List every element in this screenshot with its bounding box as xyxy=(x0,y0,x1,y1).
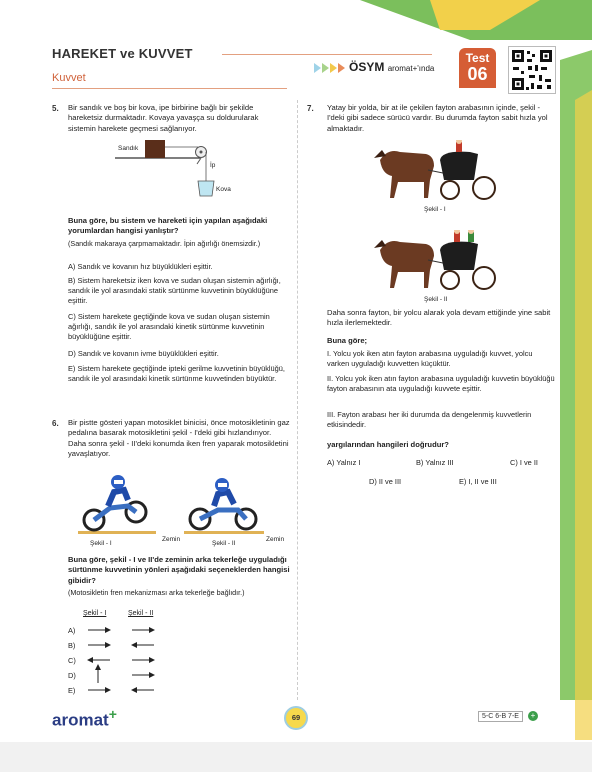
option-text: Sistem harekete geçtiğinde kova ve sudan oluşan sistemin ağırlığı, sandık ile yol arasındaki kinetik sürtünme kuvvetinin büyüklüğüne eşittir. xyxy=(68,312,270,342)
box-label: Sandık xyxy=(118,145,139,152)
header-divider xyxy=(52,88,287,89)
option-key: C) xyxy=(68,312,76,321)
rope-label: İp xyxy=(210,162,216,169)
ground-label: Zemin xyxy=(266,536,285,543)
statement-2 xyxy=(327,374,555,394)
statement-1 xyxy=(327,349,555,369)
chevron-right-icon xyxy=(338,63,345,73)
question-6-number: 6. xyxy=(52,419,59,428)
option-6e[interactable]: E) xyxy=(68,686,76,695)
carriage-figure-2 xyxy=(370,230,500,292)
option-7c[interactable] xyxy=(510,458,538,468)
qr-code-icon[interactable] xyxy=(508,46,556,94)
option-key: B) xyxy=(416,458,424,467)
chevron-right-icon xyxy=(314,63,321,73)
osym-label xyxy=(349,60,434,74)
option-text: I, II ve III xyxy=(468,477,497,486)
test-label: Test xyxy=(465,51,490,65)
carriage-figure-2-label: Şekil - II xyxy=(424,296,448,303)
chevron-right-icon xyxy=(322,63,329,73)
test-badge xyxy=(459,48,496,88)
option-text: Yalnız III xyxy=(425,458,454,467)
option-7d[interactable] xyxy=(369,477,401,487)
column-header-1: Şekil - I xyxy=(83,610,107,617)
statement-text: Yolcu yok iken atın fayton arabasına uyguladığı kuvvetin büyüklüğü fayton arabasının ata uyguladığı kuvvete eşittir. xyxy=(327,374,555,394)
option-5d[interactable] xyxy=(68,349,288,359)
question-7-prompt: yargılarından hangileri doğrudur? xyxy=(327,440,449,449)
option-7a[interactable] xyxy=(327,458,360,468)
option-key: B) xyxy=(68,276,76,285)
option-key: D) xyxy=(369,477,377,486)
figure-1-label: Şekil - I xyxy=(90,540,112,547)
option-5e[interactable] xyxy=(68,364,288,384)
buna-gore-label: Buna göre; xyxy=(327,336,368,345)
logo-plus: + xyxy=(108,706,117,722)
statement-key: II. xyxy=(327,374,334,383)
question-7-middle: Daha sonra fayton, bir yolcu alarak yola devam ettiğinde yine sabit hızla ilerlemektedir. xyxy=(327,308,551,328)
motorcycle-figure-1 xyxy=(78,470,158,536)
bucket-label: Kova xyxy=(216,186,231,193)
option-6d[interactable]: D) xyxy=(68,671,76,680)
column-header-2: Şekil - II xyxy=(128,610,154,617)
plus-icon: + xyxy=(528,711,538,721)
question-5-prompt: Buna göre, bu sistem ve hareketi için yapılan aşağıdaki yorumlardan hangisi yanlıştır? xyxy=(68,216,268,236)
option-6b[interactable]: B) xyxy=(68,641,76,650)
option-7b[interactable] xyxy=(416,458,454,468)
option-text: Sistem harekete geçtiğinde ipteki gerilme kuvvetinin büyüklüğü, sandık ile yol arasındaki kinetik sürtünme kuvvetinden büyüktür. xyxy=(68,364,285,384)
option-text: Sandık ve kovanın hız büyüklükleri eşittir. xyxy=(77,262,213,271)
carriage-figure-1 xyxy=(370,140,500,202)
option-key: A) xyxy=(68,262,76,271)
test-number: 06 xyxy=(467,64,488,84)
logo-text: aromat xyxy=(52,710,109,730)
option-6a[interactable]: A) xyxy=(68,626,76,635)
ground-label: Zemin xyxy=(162,536,181,543)
option-text: Sandık ve kovanın ivme büyüklükleri eşittir. xyxy=(77,349,219,358)
statement-key: I. xyxy=(327,349,332,358)
question-7-intro: Yatay bir yolda, bir at ile çekilen fayton arabasının içinde, şekil - I'deki gibi sadece sürücü vardır. Bu durumda fayton sabit hızla yol almaktadır. xyxy=(327,103,548,133)
page-title: HAREKET ve KUVVET xyxy=(52,46,193,61)
page-subtitle: Kuvvet xyxy=(52,72,86,84)
statement-3 xyxy=(327,410,555,430)
option-key: E) xyxy=(68,364,76,373)
option-key: E) xyxy=(459,477,467,486)
figure-2-label: Şekil - II xyxy=(212,540,236,547)
option-text: II ve III xyxy=(378,477,402,486)
option-5a[interactable] xyxy=(68,262,288,272)
header-divider xyxy=(222,54,432,55)
option-key: D) xyxy=(68,349,76,358)
statement-text: Yolcu yok iken atın fayton arabasına uyguladığı kuvvet, yolcu varken uyguladığı kuvvetten küçüktür. xyxy=(327,349,533,369)
option-text: Sistem hareketsiz iken kova ve sudan oluşan sistemin ağırlığı, sandık ile yol arasındaki statik sürtünme kuvvetinin büyüklüğüne eşittir. xyxy=(68,276,281,306)
question-6-prompt: Buna göre, şekil - I ve II'de zeminin arka tekerleğe uyguladığı sürtünme kuvvetinin yönleri aşağıdaki seçeneklerden hangisi gibidir? xyxy=(68,555,290,585)
statement-key: III. xyxy=(327,410,336,419)
arrow-options xyxy=(84,620,164,700)
column-divider xyxy=(297,100,298,700)
answer-key: 5-C 6-B 7-E xyxy=(478,711,523,722)
option-key: C) xyxy=(510,458,518,467)
osym-suffix: aromat+'ında xyxy=(387,64,435,73)
option-text: I ve II xyxy=(519,458,538,467)
option-key: A) xyxy=(327,458,335,467)
page-number: 69 xyxy=(284,706,308,730)
question-5-note: (Sandık makaraya çarpmamaktadır. İpin ağırlığı önemsizdir.) xyxy=(68,239,261,248)
option-5b[interactable] xyxy=(68,276,288,307)
aromat-logo xyxy=(52,706,117,731)
motorcycle-figure-2 xyxy=(184,476,264,536)
carriage-figure-1-label: Şekil - I xyxy=(424,206,446,213)
question-6-note: (Motosikletin fren mekanizması arka tekerleğe bağlıdır.) xyxy=(68,588,245,597)
option-text: Yalnız I xyxy=(336,458,361,467)
question-6-intro: Bir pistte gösteri yapan motosiklet binicisi, önce motosikletinin gaz pedalına basarak motosikletini şekil - I'deki gibi hızlandırıyor. Daha sonra şekil - II'deki konumda iken fren yaparak motosikletini yavaşlatıyor. xyxy=(68,418,290,459)
question-7-number: 7. xyxy=(307,104,314,113)
option-7e[interactable] xyxy=(459,477,497,487)
osym-text: ÖSYM xyxy=(349,60,385,74)
option-5c[interactable] xyxy=(68,312,288,343)
question-5-intro: Bir sandık ve boş bir kova, ipe birbirine bağlı bir şekilde hareketsiz durmaktadır. Kovaya yavaşça su doldurularak sistemin harekete geçmesi sağlanıyor. xyxy=(68,103,259,133)
chevron-right-icon xyxy=(330,63,337,73)
option-6c[interactable]: C) xyxy=(68,656,76,665)
statement-text: Fayton arabası her iki durumda da dengelenmiş kuvvetlerin etkisindedir. xyxy=(327,410,532,430)
question-5-number: 5. xyxy=(52,104,59,113)
